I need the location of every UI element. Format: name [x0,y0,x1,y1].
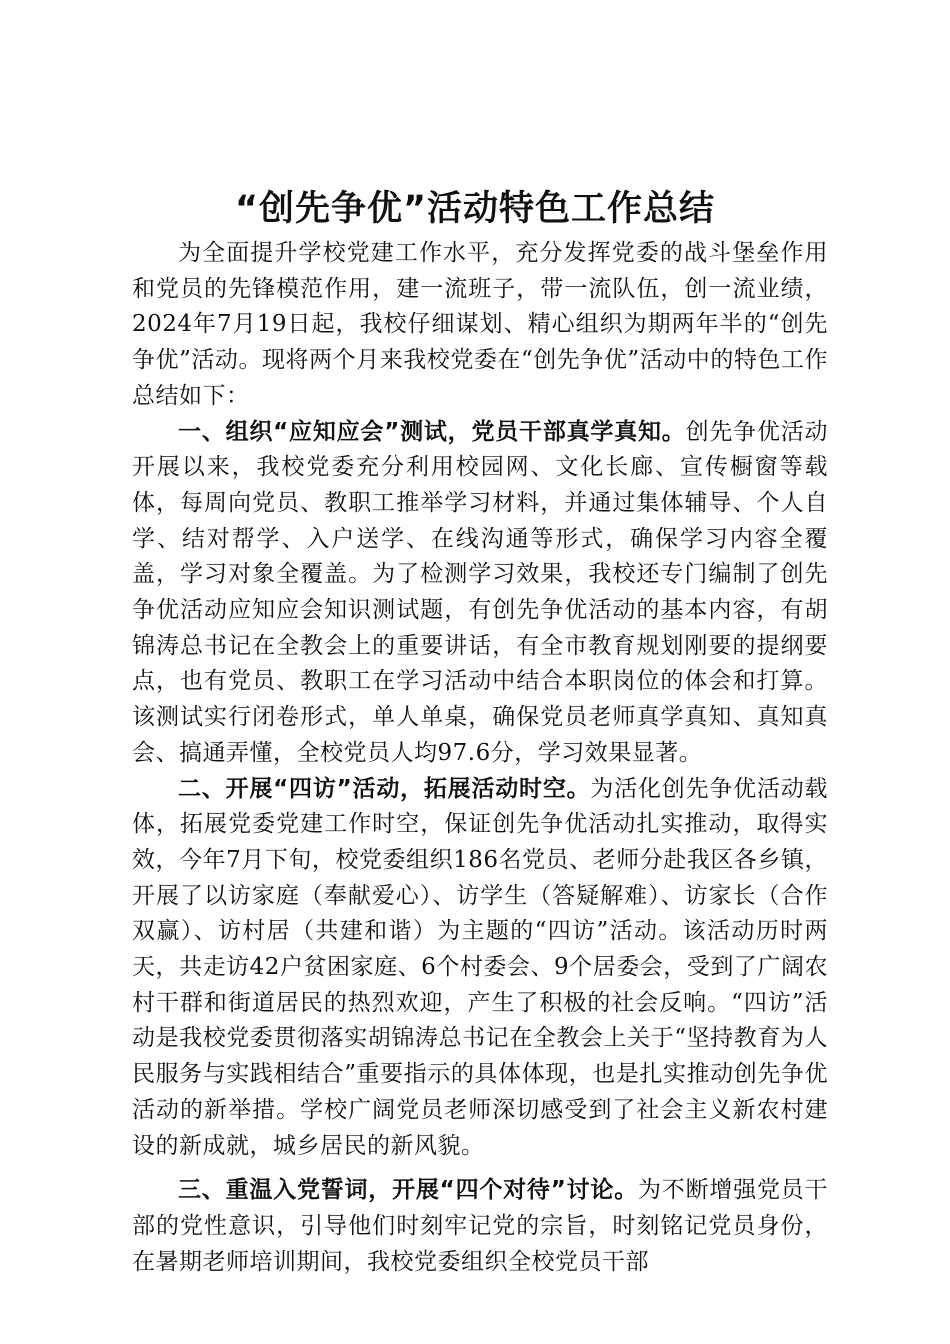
section-3-heading: 三、重温入党誓词，开展“四个对待”讨论。 [178,1177,638,1204]
section-1-paragraph [132,415,828,772]
section-3-text: 为不断增强党员干部的党性意识，引导他们时刻牢记党的宗旨，时刻铭记党员身份，在暑期老师培训期间，我校党委组织全校党员干部 [132,1177,829,1275]
document-title: “创先争优”活动特色工作总结 [234,189,715,229]
section-3-paragraph [132,1173,828,1280]
section-2-paragraph [132,772,828,1165]
section-1-text: 创先争优活动开展以来，我校党委充分利用校园网、文化长廊、宣传橱窗等载体，每周向党员、教职工推举学习材料，并通过集体辅导、个人自学、结对帮学、入户送学、在线沟通等形式，确保学习内容全覆盖，学习对象全覆盖。为了检测学习效果，我校还专门编制了创先争优活动应知应会知识测试题，有创先争优活动的基本内容，有胡锦涛总书记在全教会上的重要讲话，有全市教育规划刚要的提纲要点，也有党员、教职工在学习活动中结合本职岗位的体会和打算。该测试实行闭卷形式，单人单桌，确保党员老师真学真知、真知真会、搞通弄懂，全校党员人均97.6分，学习效果显著。 [132,418,829,766]
intro-paragraph [132,236,828,415]
paragraph-text: 为全面提升学校党建工作水平，充分发挥党委的战斗堡垒作用和党员的先锋模范作用，建一流班子，带一流队伍，创一流业绩，2024年7月19日起，我校仔细谋划、精心组织为期两年半的“创先争优”活动。现将两个月来我校党委在“创先争优”活动中的特色工作总结如下： [132,240,828,409]
section-1-heading: 一、组织“应知应会”测试，党员干部真学真知。 [178,418,686,445]
document-body [132,236,828,1280]
section-2-heading: 二、开展“四访”活动，拓展活动时空。 [178,775,591,802]
section-2-text: 为活化创先争优活动载体，拓展党委党建工作时空，保证创先争优活动扎实推动，取得实效，今年7月下旬，校党委组织186名党员、老师分赴我区各乡镇，开展了以访家庭（奉献爱心）、访学生（答疑解难）、访家长（合作双赢）、访村居（共建和谐）为主题的“四访”活动。该活动历时两天，共走访42户贫困家庭、6个村委会、9个居委会，受到了广阔农村干群和街道居民的热烈欢迎，产生了积极的社会反响。“四访”活动是我校党委贯彻落实胡锦涛总书记在全教会上关于“坚持教育为人民服务与实践相结合”重要指示的具体体现，也是扎实推动创先争优活动的新举措。学校广阔党员老师深切感受到了社会主义新农村建设的新成就，城乡居民的新风貌。 [132,775,829,1159]
